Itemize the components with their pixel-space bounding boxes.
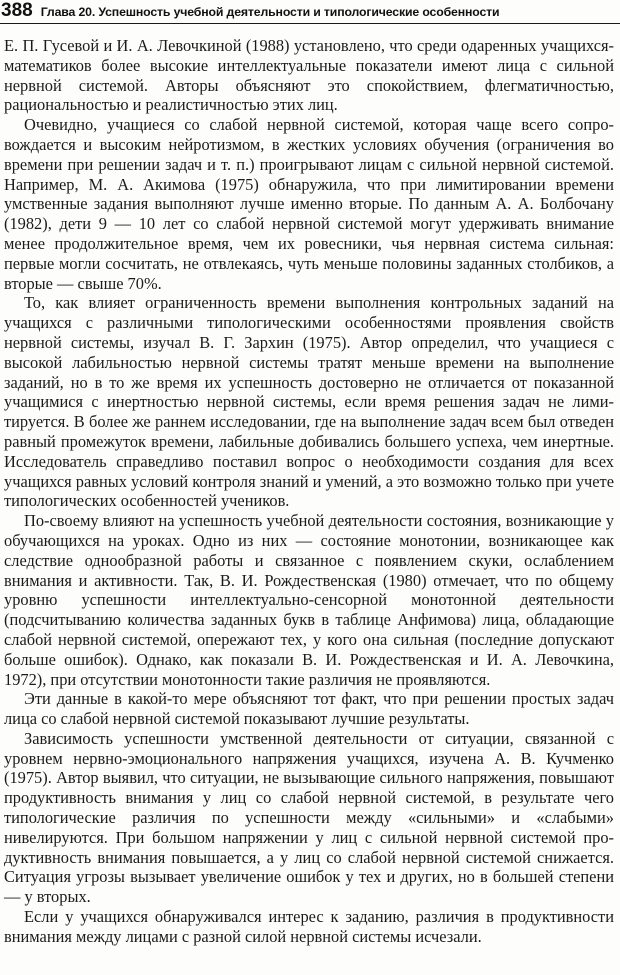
paragraph: То, как влияет ограниченность времени выполнения контрольных заданий на учащихся с различными типологическими особенностями проявления свойств нервной системы, изучал В. Г. Зархин (1975). Автор определил, что учащиеся с высокой лабильностью нервной системы тратят меньше времени на выполнение заданий, но в то же время их успешность достоверно не отличается от показанной учащимися с инертностью нервной системы, если время решения задач не лимитируется. В более же раннем исследовании, где на выполнение задач всем был отведен равный промежуток времени, лабильные добивались большего успеха, чем инертные. Исследователь справедливо поставил вопрос о необходимости создания для всех учащихся равных условий контроля знаний и умений, а это возможно только при учете типологических особенностей учеников.: [4, 293, 614, 511]
body-text: [4, 36, 614, 947]
paragraph: Если у учащихся обнаруживался интерес к заданию, различия в продуктивности внимания между лицами с разной силой нервной системы исчезали.: [4, 907, 614, 946]
chapter-title: Глава 20. Успешность учебной деятельности и типологические особенности: [40, 5, 500, 19]
paragraph: Эти данные в какой-то мере объясняют тот факт, что при решении простых задач лица со слабой нервной системой показывают лучшие результаты.: [4, 689, 614, 729]
paragraph: Е. П. Гусевой и И. А. Левочкиной (1988) установлено, что среди одаренных учащихся-математиков более высокие интеллектуальные показатели имеют лица с сильной нервной системой. Авторы объясняют это спокойствием, флегматичностью, рациональностью и реалистичностью этих лиц.: [4, 36, 614, 115]
page-number: 388: [1, 0, 33, 21]
paragraph: Зависимость успешности умственной деятельности от ситуации, связанной с уровнем нервно-эмоционального напряжения учащихся, изучена А. В. Кучменко (1975). Автор выявил, что ситуации, не вызывающие сильного напряжения, повышают продуктивность внимания у лиц со слабой нервной системой, в результате чего типологические различия по успешности между «сильными» и «слабыми» нивелируются. При большом напряжении у лиц с сильной нервной системой продуктивность внимания повышается, а у лиц со слабой нервной системой снижается. Ситуация угрозы вызывает увеличение ошибок у тех и других, но в большей степени — у вторых.: [4, 728, 614, 907]
running-header: [0, 0, 620, 24]
paragraph: По-своему влияют на успешность учебной деятельности состояния, возникающие у обучающихся на уроках. Одно из них — состояние монотонии, возникающее как следствие однообразной работы и связанное с появлением скуки, ослаблением внимания и активности. Так, В. И. Рождественская (1980) отмечает, что по общему уровню успешности интеллектуально-сенсорной монотонной деятельности (подсчитыванию количества заданных букв в таблице Анфимова) лица, обладающие слабой нервной системой, опережают тех, у кого она сильная (последние допускают больше ошибок). Однако, как показали В. И. Рождественская и И. А. Левочкина, 1972), при отсутствии монотонности такие различия не проявляются.: [4, 511, 614, 689]
paragraph: Очевидно, учащиеся со слабой нервной системой, которая чаще всего сопровождается и высоким нейротизмом, в жестких условиях обучения (ограничения во времени при решении задач и т. п.) проигрывают лицам с сильной нервной системой. Например, М. А. Акимова (1975) обнаружила, что при лимитировании времени умственные задания выполняют лучше именно вторые. По данным А. А. Болбочану (1982), дети 9 — 10 лет со слабой нервной системой могут удерживать внимание менее продолжительное время, чем их ровесники, чья нервная система сильная: первые могли сосчитать, не отвлекаясь, чуть меньше половины заданных столбиков, а вторые — свыше 70%.: [4, 115, 614, 293]
